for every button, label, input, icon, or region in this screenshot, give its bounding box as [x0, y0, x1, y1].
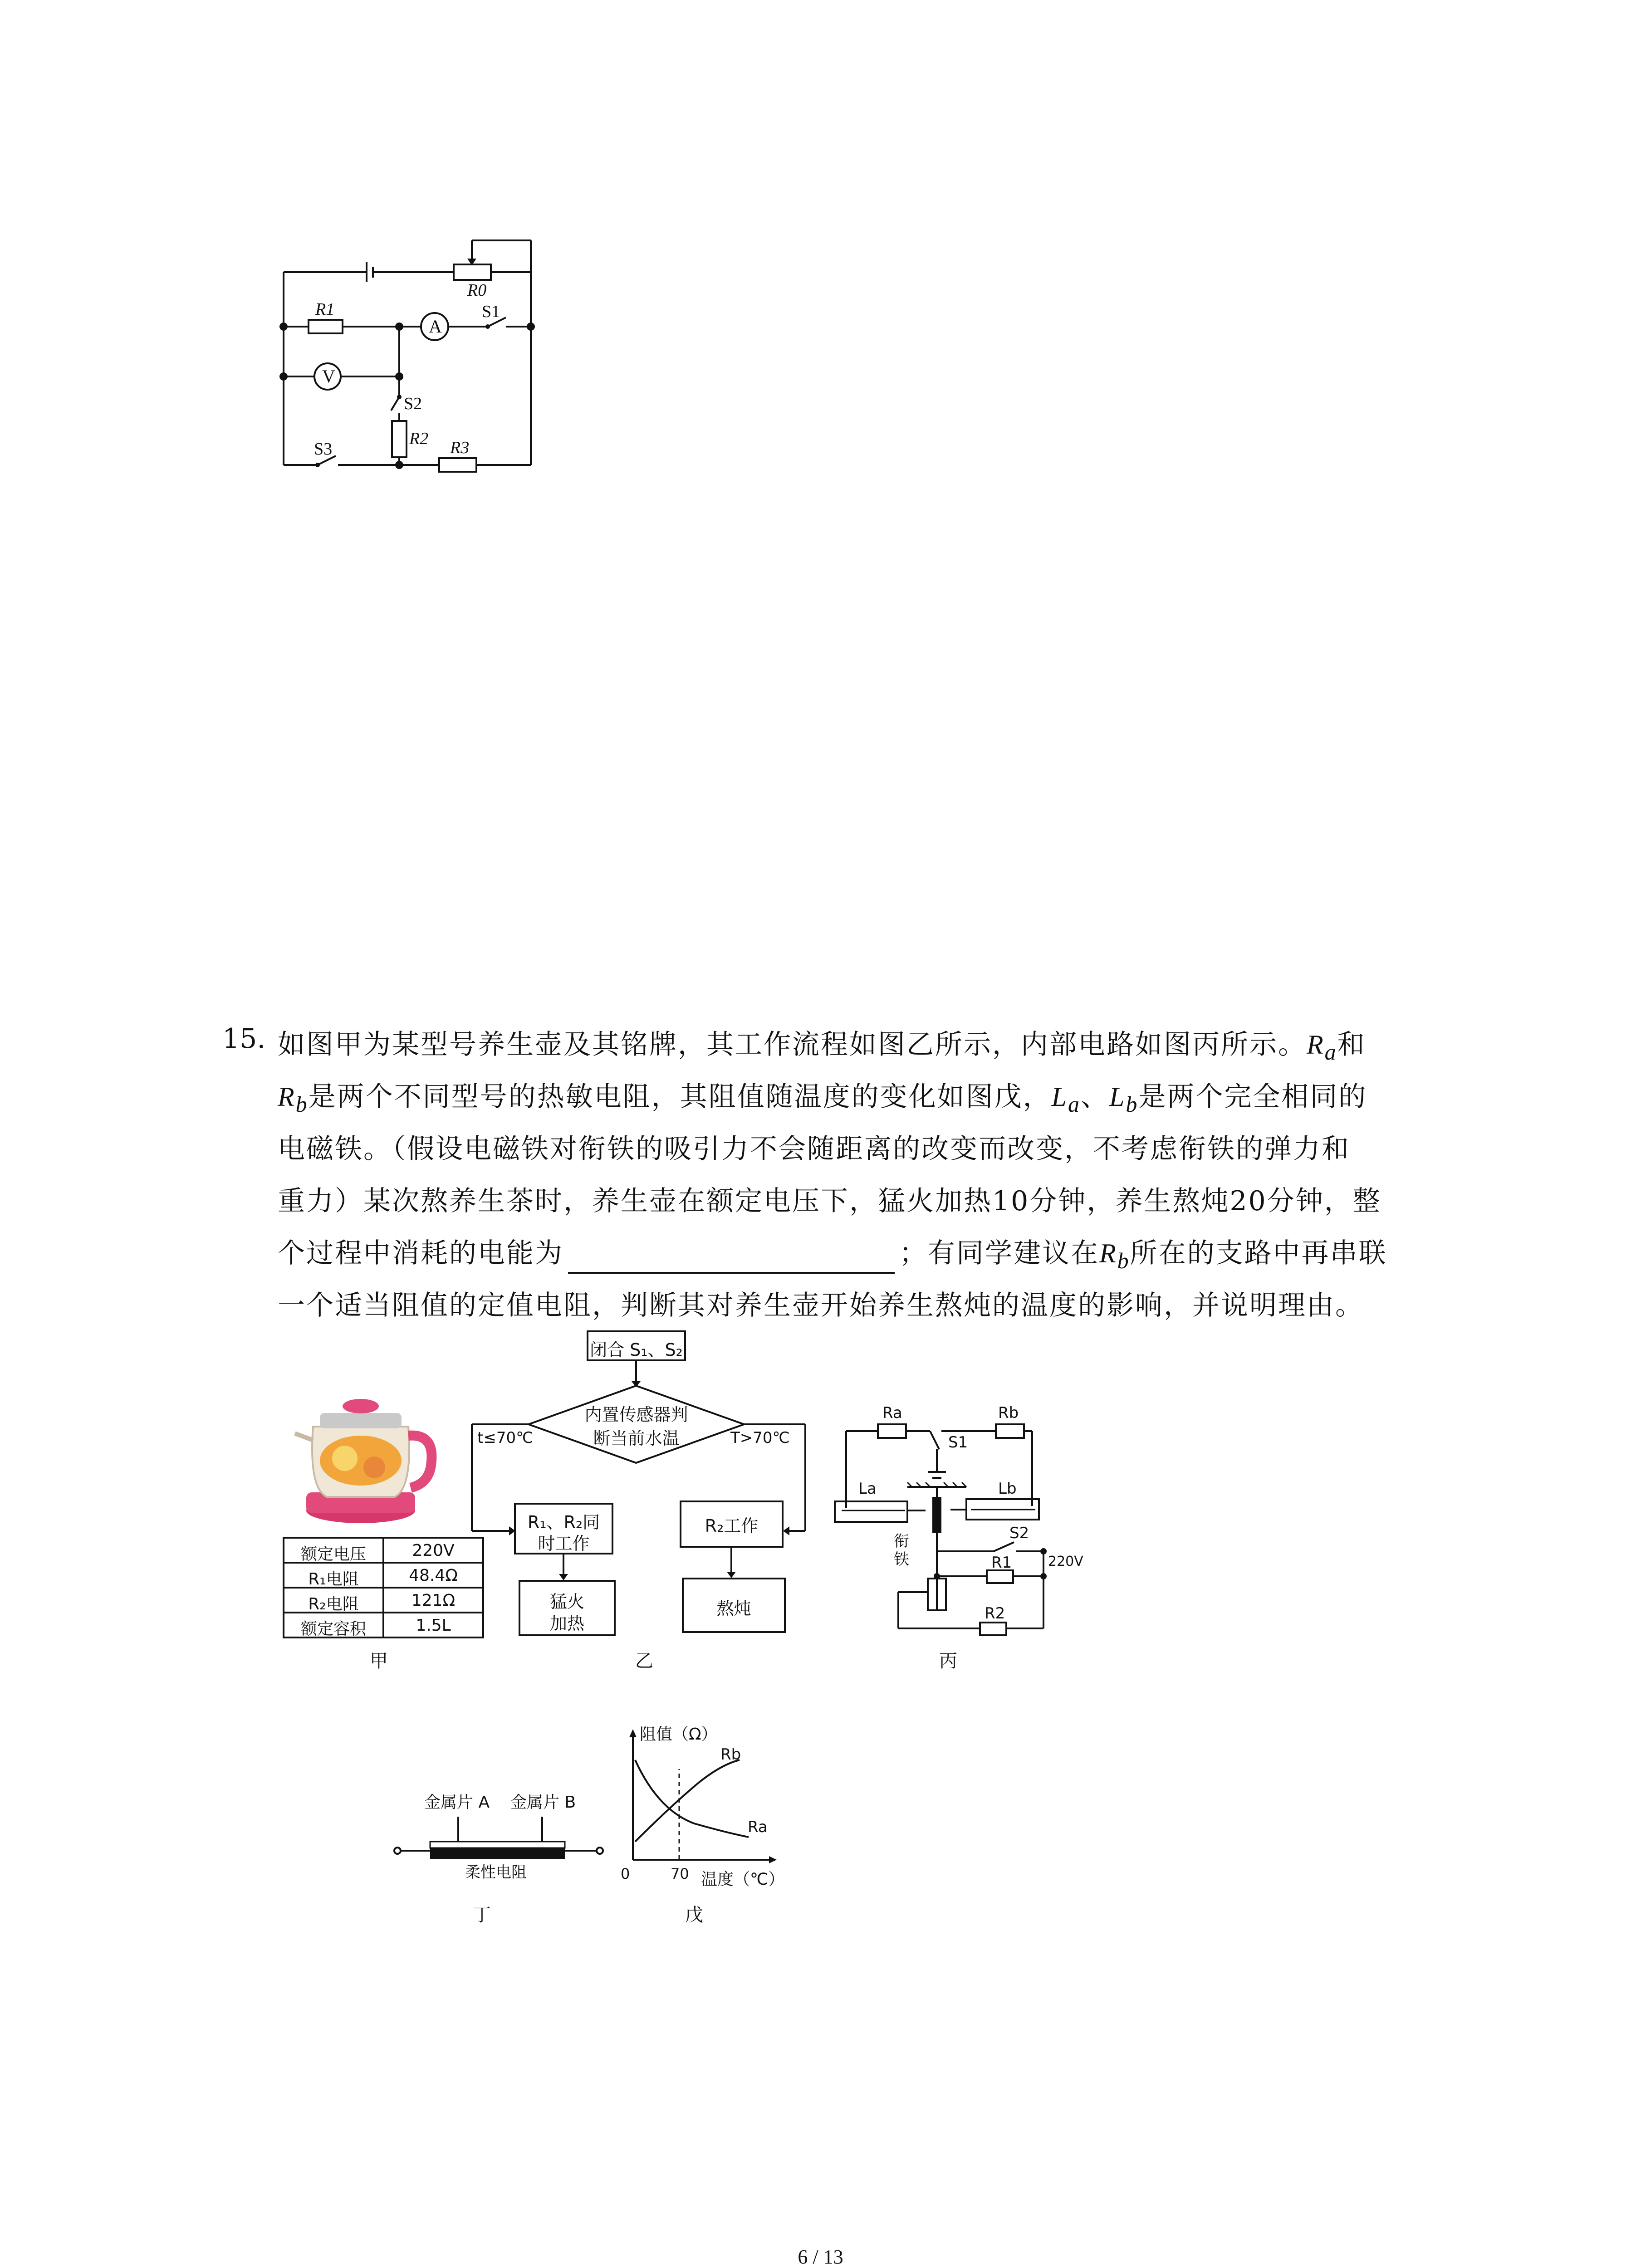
flow-left-condition: t≤70℃: [477, 1429, 534, 1447]
label-ra: Ra: [882, 1404, 902, 1422]
nameplate-value-r2: 121Ω: [411, 1591, 456, 1610]
text: ；有同学建议在: [899, 1237, 1099, 1269]
flow-decision-2: 断当前水温: [593, 1428, 680, 1448]
graph-ylabel: 阻值（Ω）: [640, 1725, 718, 1744]
label-flexible-resistor: 柔性电阻: [465, 1863, 527, 1882]
label-r1: R1: [315, 300, 335, 319]
flow-decision-1: 内置传感器判: [584, 1405, 688, 1425]
label-metal-b: 金属片 B: [510, 1793, 576, 1812]
label-s1: S1: [948, 1433, 968, 1452]
label-s3: S3: [314, 440, 333, 459]
label-r3: R3: [450, 438, 470, 457]
var-la: $L_a$: [1051, 1082, 1081, 1117]
answer-blank[interactable]: [568, 1246, 895, 1274]
label-voltmeter: V: [322, 366, 335, 386]
label-s2: S2: [1009, 1524, 1029, 1542]
label-rb: Rb: [998, 1404, 1019, 1422]
text: 是两个不同型号的热敏电阻，其阻值随温度的变化如图戊，: [308, 1081, 1052, 1113]
text: 个过程中消耗的电能为: [278, 1237, 563, 1269]
label-metal-a: 金属片 A: [424, 1793, 490, 1812]
text: 是两个完全相同的: [1138, 1081, 1367, 1113]
caption-wu: 戊: [685, 1905, 703, 1926]
text: 和: [1337, 1029, 1366, 1061]
flow-right-condition: T>70℃: [730, 1429, 790, 1447]
label-ammeter: A: [429, 316, 442, 337]
graph-curve-ra-label: Ra: [748, 1818, 768, 1836]
graph-origin: 0: [621, 1865, 630, 1882]
graph-xlabel: 温度（℃）: [701, 1870, 785, 1889]
label-voltage: 220V: [1048, 1554, 1083, 1569]
flow-left-result-1: 猛火: [549, 1592, 584, 1612]
text: 所在的支路中再串联: [1130, 1237, 1387, 1269]
label-r1: R1: [991, 1554, 1012, 1572]
label-s1: S1: [482, 302, 500, 321]
var-rb: $R_b$: [1099, 1238, 1130, 1273]
nameplate-label-voltage: 额定电压: [300, 1545, 366, 1564]
label-r2: R2: [985, 1604, 1005, 1623]
nameplate-value-capacity: 1.5L: [416, 1616, 451, 1635]
text: 如图甲为某型号养生壶及其铭牌，其工作流程如图乙所示，内部电路如图丙所示。: [278, 1029, 1307, 1061]
graph-x-tick: 70: [671, 1865, 689, 1882]
label-s2: S2: [404, 394, 422, 413]
label-r0: R0: [467, 281, 487, 300]
label-r2: R2: [409, 429, 429, 448]
page-number: 6 / 13: [798, 2246, 843, 2268]
question-line-6: 一个适当阻值的定值电阻，判断其对养生壶开始养生熬炖的温度的影响，并说明理由。: [278, 1290, 1364, 1321]
var-lb: $L_b$: [1109, 1082, 1139, 1117]
question-line-5: [278, 1232, 1387, 1274]
graph-curve-rb-label: Rb: [720, 1745, 741, 1764]
caption-yi: 乙: [635, 1651, 653, 1672]
label-la: La: [858, 1480, 877, 1498]
curve-rb: [635, 1760, 740, 1842]
question-number: 15.: [222, 1023, 266, 1055]
question-line-1: [278, 1023, 1366, 1065]
label-armature-1: 衔: [894, 1532, 909, 1550]
question-line-3: 电磁铁。（假设电磁铁对衔铁的吸引力不会随距离的改变而改变，不考虑衔铁的弹力和: [278, 1133, 1350, 1165]
nameplate-value-voltage: 220V: [412, 1541, 455, 1560]
caption-bing: 丙: [939, 1651, 957, 1672]
flow-left-box-2: 时工作: [538, 1534, 590, 1554]
caption-ding: 丁: [473, 1905, 491, 1926]
flow-left-box-1: R₁、R₂同: [527, 1512, 600, 1532]
curve-ra: [635, 1760, 749, 1837]
question-line-4: 重力）某次熬养生茶时，养生壶在额定电压下，猛火加热10分钟，养生熬炖20分钟，整: [278, 1185, 1381, 1217]
text: 、: [1081, 1081, 1110, 1113]
var-ra: $R_a$: [1307, 1030, 1337, 1065]
question-line-2: [278, 1075, 1367, 1117]
flow-right-result: 熬炖: [716, 1598, 751, 1618]
nameplate-label-r1: R₁电阻: [308, 1570, 359, 1589]
nameplate-value-r1: 48.4Ω: [409, 1566, 458, 1585]
flow-start: 闭合 S₁、S₂: [590, 1340, 683, 1360]
flow-left-result-2: 加热: [549, 1613, 584, 1633]
nameplate-label-r2: R₂电阻: [308, 1595, 359, 1613]
label-armature-2: 铁: [894, 1550, 909, 1569]
nameplate-label-capacity: 额定容积: [300, 1620, 366, 1638]
var-rb: $R_b$: [278, 1082, 309, 1117]
flow-right-box: R₂工作: [705, 1516, 759, 1536]
label-lb: Lb: [998, 1480, 1017, 1498]
caption-jia: 甲: [370, 1651, 388, 1672]
